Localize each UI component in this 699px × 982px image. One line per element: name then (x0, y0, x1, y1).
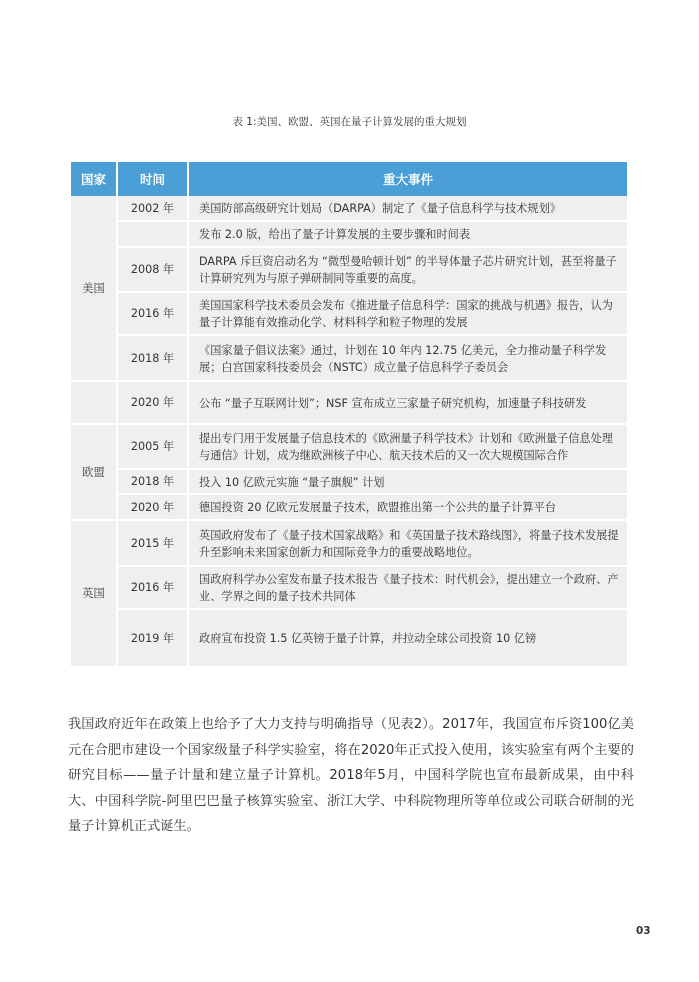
page-number: 03 (636, 925, 651, 937)
year-cell: 2016 年 (118, 567, 189, 610)
event-cell: 美国国家科学技术委员会发布《推进量子信息科学：国家的挑战与机遇》报告，认为量子计算能有效推动化学、材料科学和粒子物理的发展 (189, 293, 627, 336)
table-row (71, 567, 627, 610)
country-cell: 英国 (71, 521, 118, 668)
table-row (71, 382, 627, 425)
table-row (71, 425, 627, 470)
year-cell: 2016 年 (118, 293, 189, 336)
year-cell: 2020 年 (118, 495, 189, 521)
year-cell: 2008 年 (118, 248, 189, 293)
event-cell: 发布 2.0 版，给出了量子计算发展的主要步骤和时间表 (189, 222, 627, 248)
event-cell: 投入 10 亿欧元实施 “量子旗舰” 计划 (189, 470, 627, 495)
year-cell: 2018 年 (118, 470, 189, 495)
year-cell: 2002 年 (118, 196, 189, 222)
plan-table (71, 162, 627, 668)
table-row (71, 610, 627, 668)
event-cell: 公布 “量子互联网计划”；NSF 宣布成立三家量子研究机构，加速量子科技研发 (189, 382, 627, 425)
event-cell: 美国防部高级研究计划局（DARPA）制定了《量子信息科学与技术规划》 (189, 196, 627, 222)
table-header-row (71, 162, 627, 196)
event-cell: DARPA 斥巨资启动名为 “微型曼哈顿计划” 的半导体量子芯片研究计划，甚至将量子计算研究列为与原子弹研制同等重要的高度。 (189, 248, 627, 293)
table-row (71, 495, 627, 521)
country-cell: 美国 (71, 196, 118, 382)
year-cell (118, 222, 189, 248)
event-cell: 政府宣布投资 1.5 亿英镑于量子计算，并拉动全球公司投资 10 亿镑 (189, 610, 627, 668)
country-cell: 欧盟 (71, 425, 118, 521)
year-cell: 2015 年 (118, 521, 189, 567)
table-row (71, 521, 627, 567)
table-row (71, 248, 627, 293)
country-cell (71, 382, 118, 425)
table-row (71, 222, 627, 248)
event-cell: 《国家量子倡议法案》通过，计划在 10 年内 12.75 亿美元，全力推动量子科学发展；白宫国家科技委员会（NSTC）成立量子信息科学子委员会 (189, 336, 627, 382)
header-country: 国家 (71, 162, 118, 196)
table-caption: 表 1:美国、欧盟、英国在量子计算发展的重大规划 (232, 116, 467, 128)
header-event: 重大事件 (189, 162, 627, 196)
table-row (71, 336, 627, 382)
table-row (71, 470, 627, 495)
event-cell: 提出专门用于发展量子信息技术的《欧洲量子科学技术》计划和《欧洲量子信息处理与通信》计划，成为继欧洲核子中心、航天技术后的又一次大规模国际合作 (189, 425, 627, 470)
year-cell: 2018 年 (118, 336, 189, 382)
table-row (71, 196, 627, 222)
year-cell: 2020 年 (118, 382, 189, 425)
year-cell: 2005 年 (118, 425, 189, 470)
year-cell: 2019 年 (118, 610, 189, 668)
header-time: 时间 (118, 162, 189, 196)
event-cell: 德国投资 20 亿欧元发展量子技术，欧盟推出第一个公共的量子计算平台 (189, 495, 627, 521)
table-row (71, 293, 627, 336)
event-cell: 英国政府发布了《量子技术国家战略》和《英国量子技术路线图》，将量子技术发展提升至影响未来国家创新力和国际竞争力的重要战略地位。 (189, 521, 627, 567)
body-paragraph: 我国政府近年在政策上也给予了大力支持与明确指导（见表2）。2017年，我国宣布斥资100亿美元在合肥市建设一个国家级量子科学实验室，将在2020年正式投入使用，该实验室有两个主要的研究目标——量子计量和建立量子计算机。2018年5月，中国科学院也宣布最新成果，由中科大、中国科学院-阿里巴巴量子核算实验室、浙江大学、中科院物理所等单位或公司联合研制的光量子计算机正式诞生。 (68, 717, 634, 835)
event-cell: 国政府科学办公室发布量子技术报告《量子技术：时代机会》，提出建立一个政府、产业、学界之间的量子技术共同体 (189, 567, 627, 610)
